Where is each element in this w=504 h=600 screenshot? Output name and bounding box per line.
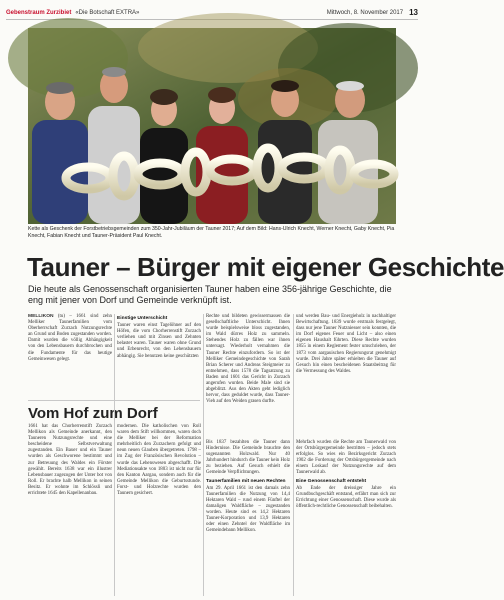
dateline: MELLIKON	[28, 314, 54, 319]
sidebar-column-3b-text: Am 29. April 1661 ist den damals zehn Taunerfamilien die Nutzung von 14,4 Hektaren Wald – rund einem Fünftel der damaligen Waldfläche – zugestanden worden. Heute sind es 14,2 Hektaren Tauner-Korporation und 13,9 Hektaren oder einen Zehntel der Waldfläche im Gemeindebann Mellikon.	[206, 485, 290, 534]
issue-date: Mittwoch, 8. November 2017	[326, 9, 404, 16]
column-divider	[203, 314, 204, 596]
sidebar-column-2-text: modernen. Die katholischen von Roll waren dem Stift willkommen, waren doch die Melliker bei der Reformation mehrheitlich den Zurzachern gefolgt und neun neuen Glauben übergetreten. 1798 – im Zug der Französischen Revolution – wurde das Lehenswesen abgeschafft. Die Mediationsakte von 1803 ist nicht nur für den Kanton Aargau, sondern auch für die Gemeinde Mellikon die Geburtsstunde. Forst- und Holzrechte wurden den Taunern gesichert.	[117, 424, 201, 497]
sidebar-column-4-text: Mehrfach wurden die Rechte am Taunerwald von der Ortsbürgergemeinde bestritten – jedoch stets erfolglos. So wies ein Bezirksgericht Zurzach 1902 die Forderung der Ortsbürgergemeinde nach einem Loskauf der Nutzungsrechte auf dem Taunerwald ab.	[296, 440, 396, 476]
column-4-text: und werden Bau- und Energieholz in nachhaltiger Bewirtschaftung. 1839 wurde erstmals festgelegt, dass nur jene Tauner Nutzniesser sein konnten, die im Dorf eigenes Feuer und Licht – also einen eigenen Haushalt führten. Diese Rechte wurden 1855 in einem Reglement fester umschrieben, der 1873 vom aargauischen Regierungsrat genehmigt wurde. Drei Jahre später erhielten die Tauner auf Gesuch hin einen bescheidenen Staatsbeitrag für die Vermessung des Waldes.	[296, 314, 396, 374]
group-photo-illustration	[28, 28, 396, 224]
sidebar-column-1	[28, 424, 112, 596]
sidebar-headline: Vom Hof zum Dorf	[28, 405, 158, 422]
column-2-subheading: Einstige Unterschicht	[117, 316, 168, 321]
article-subhead: Die heute als Genossenschaft organisierten Tauner haben eine 356-jährige Geschichte, die eng mit jener von Dorf und Gemeinde verknüpft ist.	[28, 284, 392, 305]
sidebar-column-4-subheading: Eine Genossenschaft entsteht	[296, 478, 367, 484]
article-headline: Tauner – Bürger mit eigener Geschichte	[27, 252, 504, 282]
article-column-3	[206, 314, 290, 438]
article-column-2	[117, 314, 201, 398]
sidebar-column-3-subheading: Taunerfamilien mit neuen Rechten	[206, 478, 286, 484]
column-1-text: (tu) – 1661 sind zehn Melliker Taunerfamilien vom Oberherrschaft Zurzach Nutzungsrechte an Grund und Boden zugestanden worden. Damit wurden die völlig Abhängigkeit von den Lebensbauern durchbrochen und die Fundamente für das heutige Gemeinwesen gelegt.	[28, 314, 112, 362]
photo-caption: Kette als Geschenk der Forstbetriebsgemeinden zum 350-Jahr-Jubiläum der Tauner 2017; Auf dem Bild: Hans-Ulrich Knecht, Werner Knecht, Gaby Knecht, Pia Knecht, Fabian Knecht und Tauner-Präsident Paul Knecht.	[28, 226, 395, 239]
sidebar-column-2	[117, 424, 201, 596]
sidebar-column-4b-text: Ab Ende der dreissiger Jahre ein Grundbuchgeschäft entstand, erfährt man sich zur Errichtung einer Genossenschaft. Diese wurde als öffentlich-rechtliche Genossenschaft beibehalten.	[296, 485, 396, 509]
column-3-text: Rechte und bildeten gewissermassen die gesellschaftliche Unterschicht. Ihnen wurde beispielsweise bloss zugestanden, im Wald dürres Holz zu sammeln. Stehendes Holz zu fällen war ihnen untersagt. Wiederholt vernahmen die Tauner Rechte einzufordern. So ist der Melliker Gemeindegeschichte von Sarah Brian Scherer und Andreas Steigmeier zu entnehmen, dass 1578 die Tagsatzung zu Baden und 1601 das Gericht in Zurzach angerufen wurden. Beide Male sind sie abgeblitzt. Aus den Akten geht lediglich hervor, dass geduldet wurde, dass Tauner-Vieh auf den Weiden grasen durfte.	[206, 314, 290, 405]
sidebar-column-4	[296, 440, 396, 596]
column-divider	[114, 314, 115, 596]
page-number: 13	[409, 8, 418, 17]
section-name: Gebenstraum Zurzibiet	[6, 9, 72, 16]
publication-name: «Die Botschaft EXTRA»	[75, 9, 140, 16]
article-column-4	[296, 314, 396, 438]
group-photo	[28, 28, 396, 224]
column-divider	[293, 314, 294, 596]
article-column-1	[28, 314, 112, 398]
sidebar-column-1-text: 1661 hat das Chorherrenstift Zurzach Mellikon als Gemeinde anerkannt, den Tauneren Nutzungsrechte und eine bescheidene Selbstverwaltung zugestanden. Ein Bauer und ein Tauner wurden als Geschworene bestimmt und zur Betreuung des Waldes ein Förster gewählt. Bereits 1638 war ein illustrer Lebensbauer zugezogen der Unter bot von Roll. Er brachte halb Mellikon in seinen Besitz. Er wohnte im Schlössli und errichtete 1645 den Kapellenanbau.	[28, 424, 112, 497]
sidebar-column-3	[206, 440, 290, 596]
sidebar-column-3-text: Bis 1837 bezahlten die Tauner dann Hindernisse. Die Gemeinde brauchte den sogenannten Holzwald. Nur 40 Jahrhundert hindurch die Tauner kein Holz zu beziehen. Auf Gesuch erhielt die Gemeinde Verpflichtungen.	[206, 440, 290, 476]
column-2-text: Tauner waren einst Tagelöhner auf den Höfen, die vom Chorherrenstift Zurzach verliehen und mit Zinsen und Zehnten belastet waren. Tauner waren ohne Grund und Erbenrecht, von den Lehensbauern abhängig. Sie benutzen keine geschützten	[117, 323, 201, 359]
